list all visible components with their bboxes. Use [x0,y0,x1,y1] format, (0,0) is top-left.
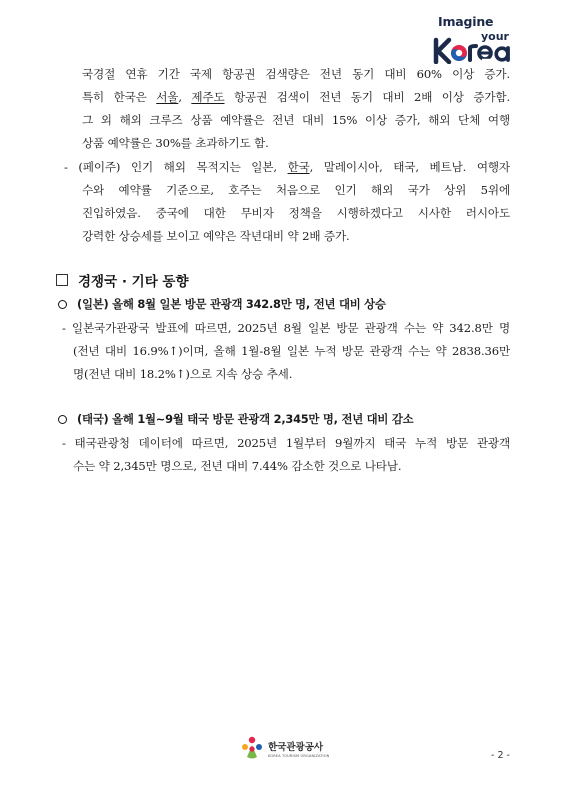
logo-line-your: your [481,30,509,43]
intro-line-2-text: 특히 한국은 [82,90,157,104]
checkbox-square-icon [56,274,68,286]
page-number: - 2 - [491,750,510,761]
kto-name-korean: 한국관광공사 [268,741,324,753]
japan-heading-text: (일본) 올해 8월 일본 방문 관광객 342.8만 명, 전년 대비 상승 [77,297,386,311]
imagine-your-korea-logo [432,14,514,64]
kto-emblem-icon [240,735,264,761]
underline-jeju: 제주도 [191,90,225,104]
feizhu-line-1-text: - (페이주) 인기 해외 목적지는 일본, [64,160,288,174]
japan-line-2: (전년 대비 16.9%↑)이며, 올해 1월-8월 일본 누적 방문 관광객 수는 약 2838.36만 [73,344,510,358]
section-heading [56,270,189,290]
logo-korea-wordmark [432,36,514,64]
intro-line-4: 상품 예약률은 30%를 초과하기도 함. [82,136,269,150]
japan-line-3: 명(전년 대비 18.2%↑)으로 지속 상승 추세. [73,367,293,381]
feizhu-line-1-rest: , 말레이시아, 태국, 베트남. 여행자 [309,160,510,174]
japan-heading [58,296,386,312]
thailand-heading-text: (태국) 올해 1월~9월 태국 방문 관광객 2,345만 명, 전년 대비 감소 [77,412,414,426]
intro-line-2 [82,90,510,105]
japan-line-1: - 일본국가관광국 발표에 따르면, 2025년 8월 일본 방문 관광객 수는 약 342.8만 명 [62,321,510,335]
feizhu-line-1 [64,160,510,175]
circle-bullet-icon [58,300,67,309]
logo-line-imagine: Imagine [438,14,494,29]
section-title: 경쟁국 · 기타 동향 [78,274,189,290]
feizhu-line-4: 강력한 상승세를 보이고 예약은 작년대비 약 2배 증가. [82,229,350,243]
circle-bullet-icon [58,415,67,424]
thailand-heading [58,411,413,427]
intro-line-1: 국경절 연휴 기간 국제 항공권 검색량은 전년 동기 대비 60% 이상 증가. [82,67,510,81]
thailand-line-2: 수는 약 2,345만 명으로, 전년 대비 7.44% 감소한 것으로 나타남. [73,459,402,473]
underline-korea: 한국 [287,160,310,174]
intro-line-2-sep: , [178,90,192,104]
thailand-line-1: - 태국관광청 데이터에 따르면, 2025년 1월부터 9월까지 태국 누적 방문 관광객 [62,436,510,450]
feizhu-line-3: 진입하였음. 중국에 대한 무비자 정책을 시행하겠다고 시사한 러시아도 [82,206,510,220]
feizhu-line-2: 수와 예약률 기준으로, 호주는 처음으로 인기 해외 국가 상위 5위에 [82,183,510,197]
kto-name-english: KOREA TOURISM ORGANIZATION [268,753,330,758]
underline-seoul: 서울 [156,90,179,104]
kto-footer-logo [240,735,329,761]
intro-line-2-rest: 항공권 검색이 전년 동기 대비 2배 이상 증가함. [224,90,510,104]
intro-line-3: 그 외 해외 크루즈 상품 예약률은 전년 대비 15% 이상 증가, 해외 단체 여행 [82,113,510,127]
